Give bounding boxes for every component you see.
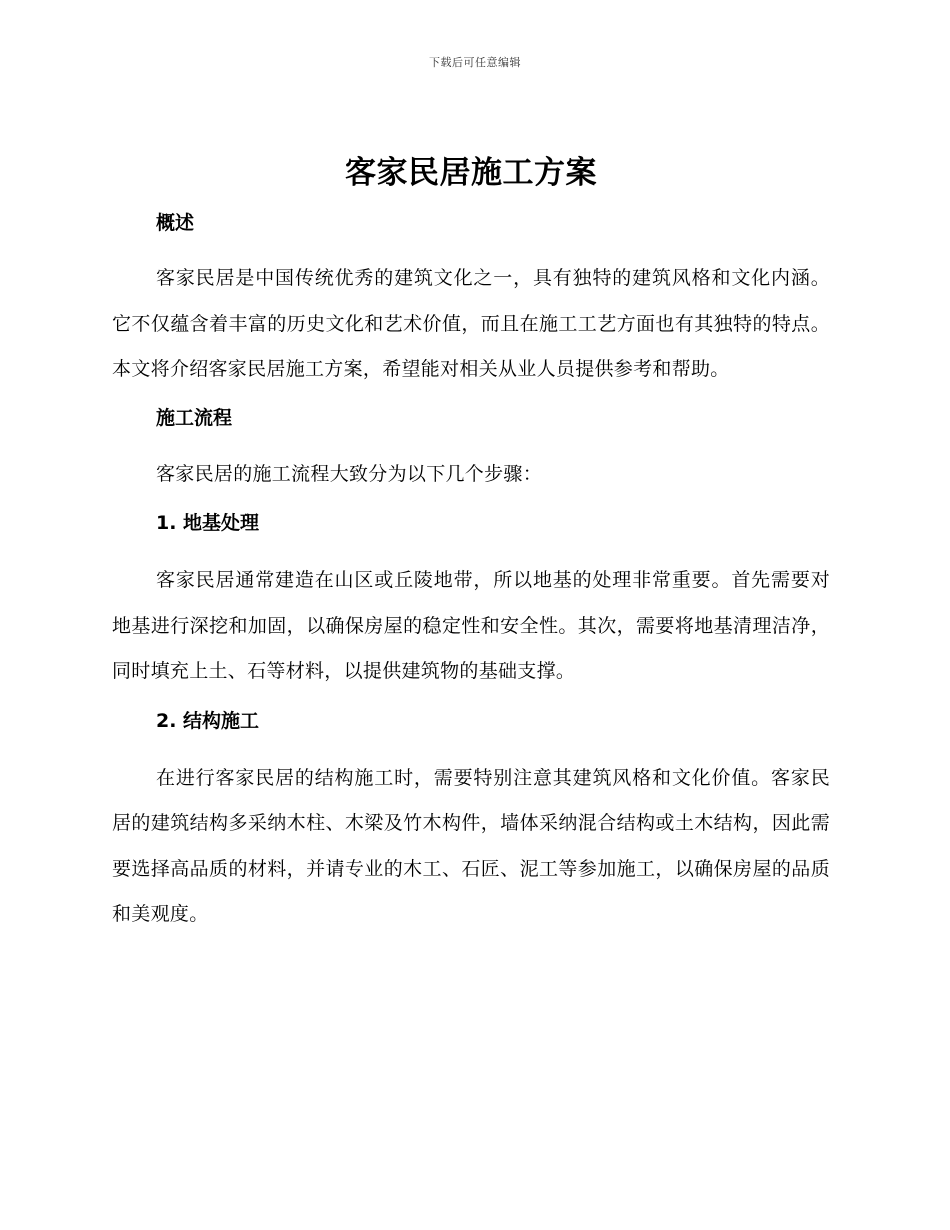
section-paragraph-process: 客家民居的施工流程大致分为以下几个步骤：: [156, 462, 543, 485]
document-body: [112, 150, 830, 938]
section-paragraph-foundation: 客家民居通常建造在山区或丘陵地带，所以地基的处理非常重要。首先需要对地基进行深挖和加固，以确保房屋的稳定性和安全性。其次，需要将地基清理洁净，同时填充上土、石等材料，以提供建筑物的基础支撑。: [112, 569, 830, 682]
page-header-note: 下载后可任意编辑: [429, 56, 521, 69]
section-paragraph-structure: 在进行客家民居的结构施工时，需要特别注意其建筑风格和文化价值。客家民居的建筑结构多采纳木柱、木梁及竹木构件，墙体采纳混合结构或土木结构，因此需要选择高品质的材料，并请专业的木工、石匠、泥工等参加施工，以确保房屋的品质和美观度。: [112, 766, 830, 925]
section-heading-overview: 概述: [156, 212, 195, 234]
document-title: 客家民居施工方案: [345, 155, 597, 191]
section-paragraph-overview: 客家民居是中国传统优秀的建筑文化之一，具有独特的建筑风格和文化内涵。它不仅蕴含着丰富的历史文化和艺术价值，而且在施工工艺方面也有其独特的特点。本文将介绍客家民居施工方案，希望能对相关从业人员提供参考和帮助。: [112, 267, 830, 380]
section-heading-structure: 2. 结构施工: [156, 709, 260, 732]
section-heading-foundation: 1. 地基处理: [156, 512, 260, 534]
section-heading-process: 施工流程: [156, 406, 233, 429]
